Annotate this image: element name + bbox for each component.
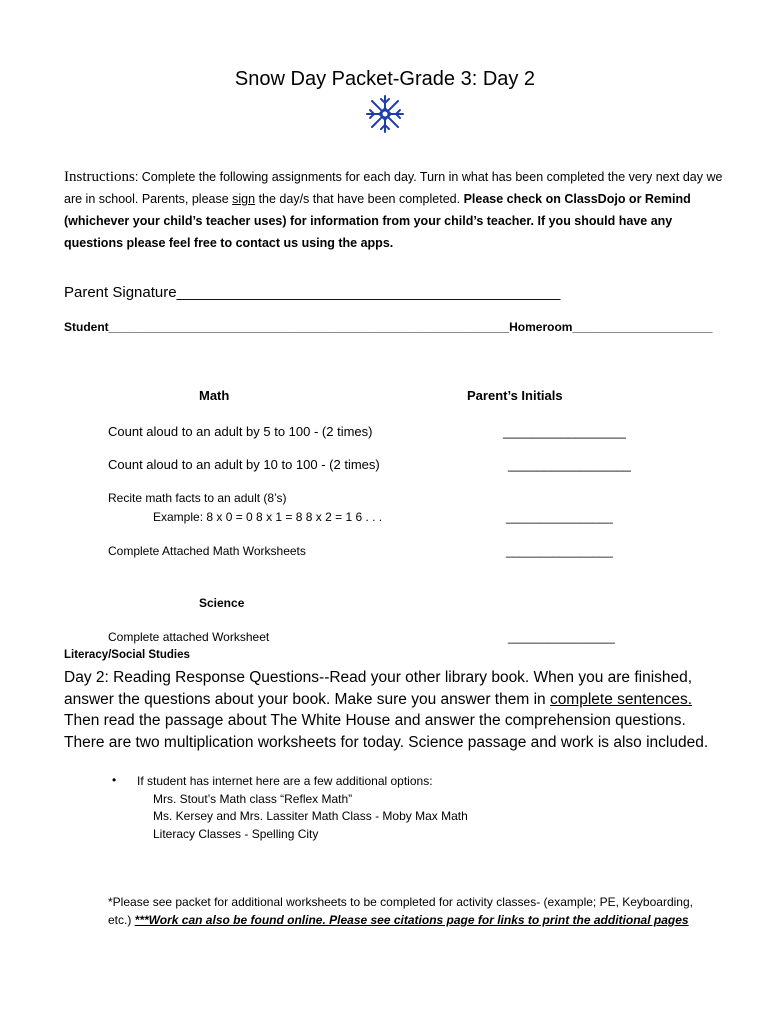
bullet-icon: • xyxy=(112,773,117,787)
science-header: Science xyxy=(199,596,245,610)
snowflake-icon xyxy=(365,94,405,134)
literacy-text-2: Then read the passage about The White House and answer the comprehension questions. There are two multiplication worksheets for today. Science passage and work is also included. xyxy=(64,712,709,751)
parents-initials-header: Parent’s Initials xyxy=(467,388,563,403)
math-task-1-initials: _________________ xyxy=(503,424,626,439)
math-task-2-initials: _________________ xyxy=(508,457,631,472)
math-task-2: Count aloud to an adult by 10 to 100 - (2 times) xyxy=(108,457,380,472)
instructions-lead: Instructions xyxy=(64,169,135,185)
math-task-3-initials: ________________ xyxy=(506,510,613,524)
science-task-initials: ________________ xyxy=(508,630,615,644)
math-task-4-initials: ________________ xyxy=(506,544,613,558)
internet-options-note: If student has internet here are a few additional options: xyxy=(137,774,433,788)
science-task: Complete attached Worksheet xyxy=(108,630,270,644)
math-task-1: Count aloud to an adult by 5 to 100 - (2 times) xyxy=(108,424,373,439)
homeroom-blank: _____________________ xyxy=(572,320,713,334)
student-blank: ____________________________________________________________ xyxy=(108,320,510,334)
instructions-text-2: the day/s that have been completed. xyxy=(255,192,464,206)
option-moby-max: Ms. Kersey and Mrs. Lassiter Math Class - Moby Max Math xyxy=(153,809,468,823)
instructions-paragraph xyxy=(64,166,724,254)
parent-signature-line: Parent Signature______________________________________________ xyxy=(64,284,561,301)
literacy-text-1: Day 2: Reading Response Questions--Read your other library book. When you are finished, answer the questions about your book. Make sure you answer them in xyxy=(64,669,693,708)
homeroom-label: Homeroom xyxy=(509,320,573,334)
page-title: Snow Day Packet-Grade 3: Day 2 xyxy=(234,68,536,90)
math-task-3-example: Example: 8 x 0 = 0 8 x 1 = 8 8 x 2 = 1 6 . . . xyxy=(153,510,383,524)
math-header: Math xyxy=(199,388,230,403)
option-reflex-math: Mrs. Stout’s Math class “Reflex Math” xyxy=(153,792,353,806)
footer-emphasis: ***Work can also be found online. Please see citations page for links to print the additional pages xyxy=(134,913,689,927)
literacy-heading: Literacy/Social Studies xyxy=(64,649,190,661)
literacy-paragraph xyxy=(64,667,714,753)
student-homeroom-line xyxy=(64,320,713,334)
option-spelling-city: Literacy Classes - Spelling City xyxy=(153,827,319,841)
math-task-3: Recite math facts to an adult (8’s) xyxy=(108,491,287,505)
math-task-4: Complete Attached Math Worksheets xyxy=(108,544,306,558)
student-label: Student xyxy=(64,320,109,334)
instructions-text-1: : Complete the following assignments for each day. Turn in what has been completed the very next day we are in school. Parents, please xyxy=(64,170,723,206)
footer-note xyxy=(108,893,708,929)
footer-text: *Please see packet for additional worksheets to be completed for activity classes- (example; PE, Keyboarding, etc.) xyxy=(108,895,693,927)
instructions-sign-word: sign xyxy=(232,192,256,206)
complete-sentences-text: complete sentences. xyxy=(549,690,693,708)
instructions-bold-text: Please check on ClassDojo or Remind (whichever your child’s teacher uses) for information from your child’s teacher. If you should have any questions please feel free to contact us using the apps. xyxy=(64,192,691,250)
